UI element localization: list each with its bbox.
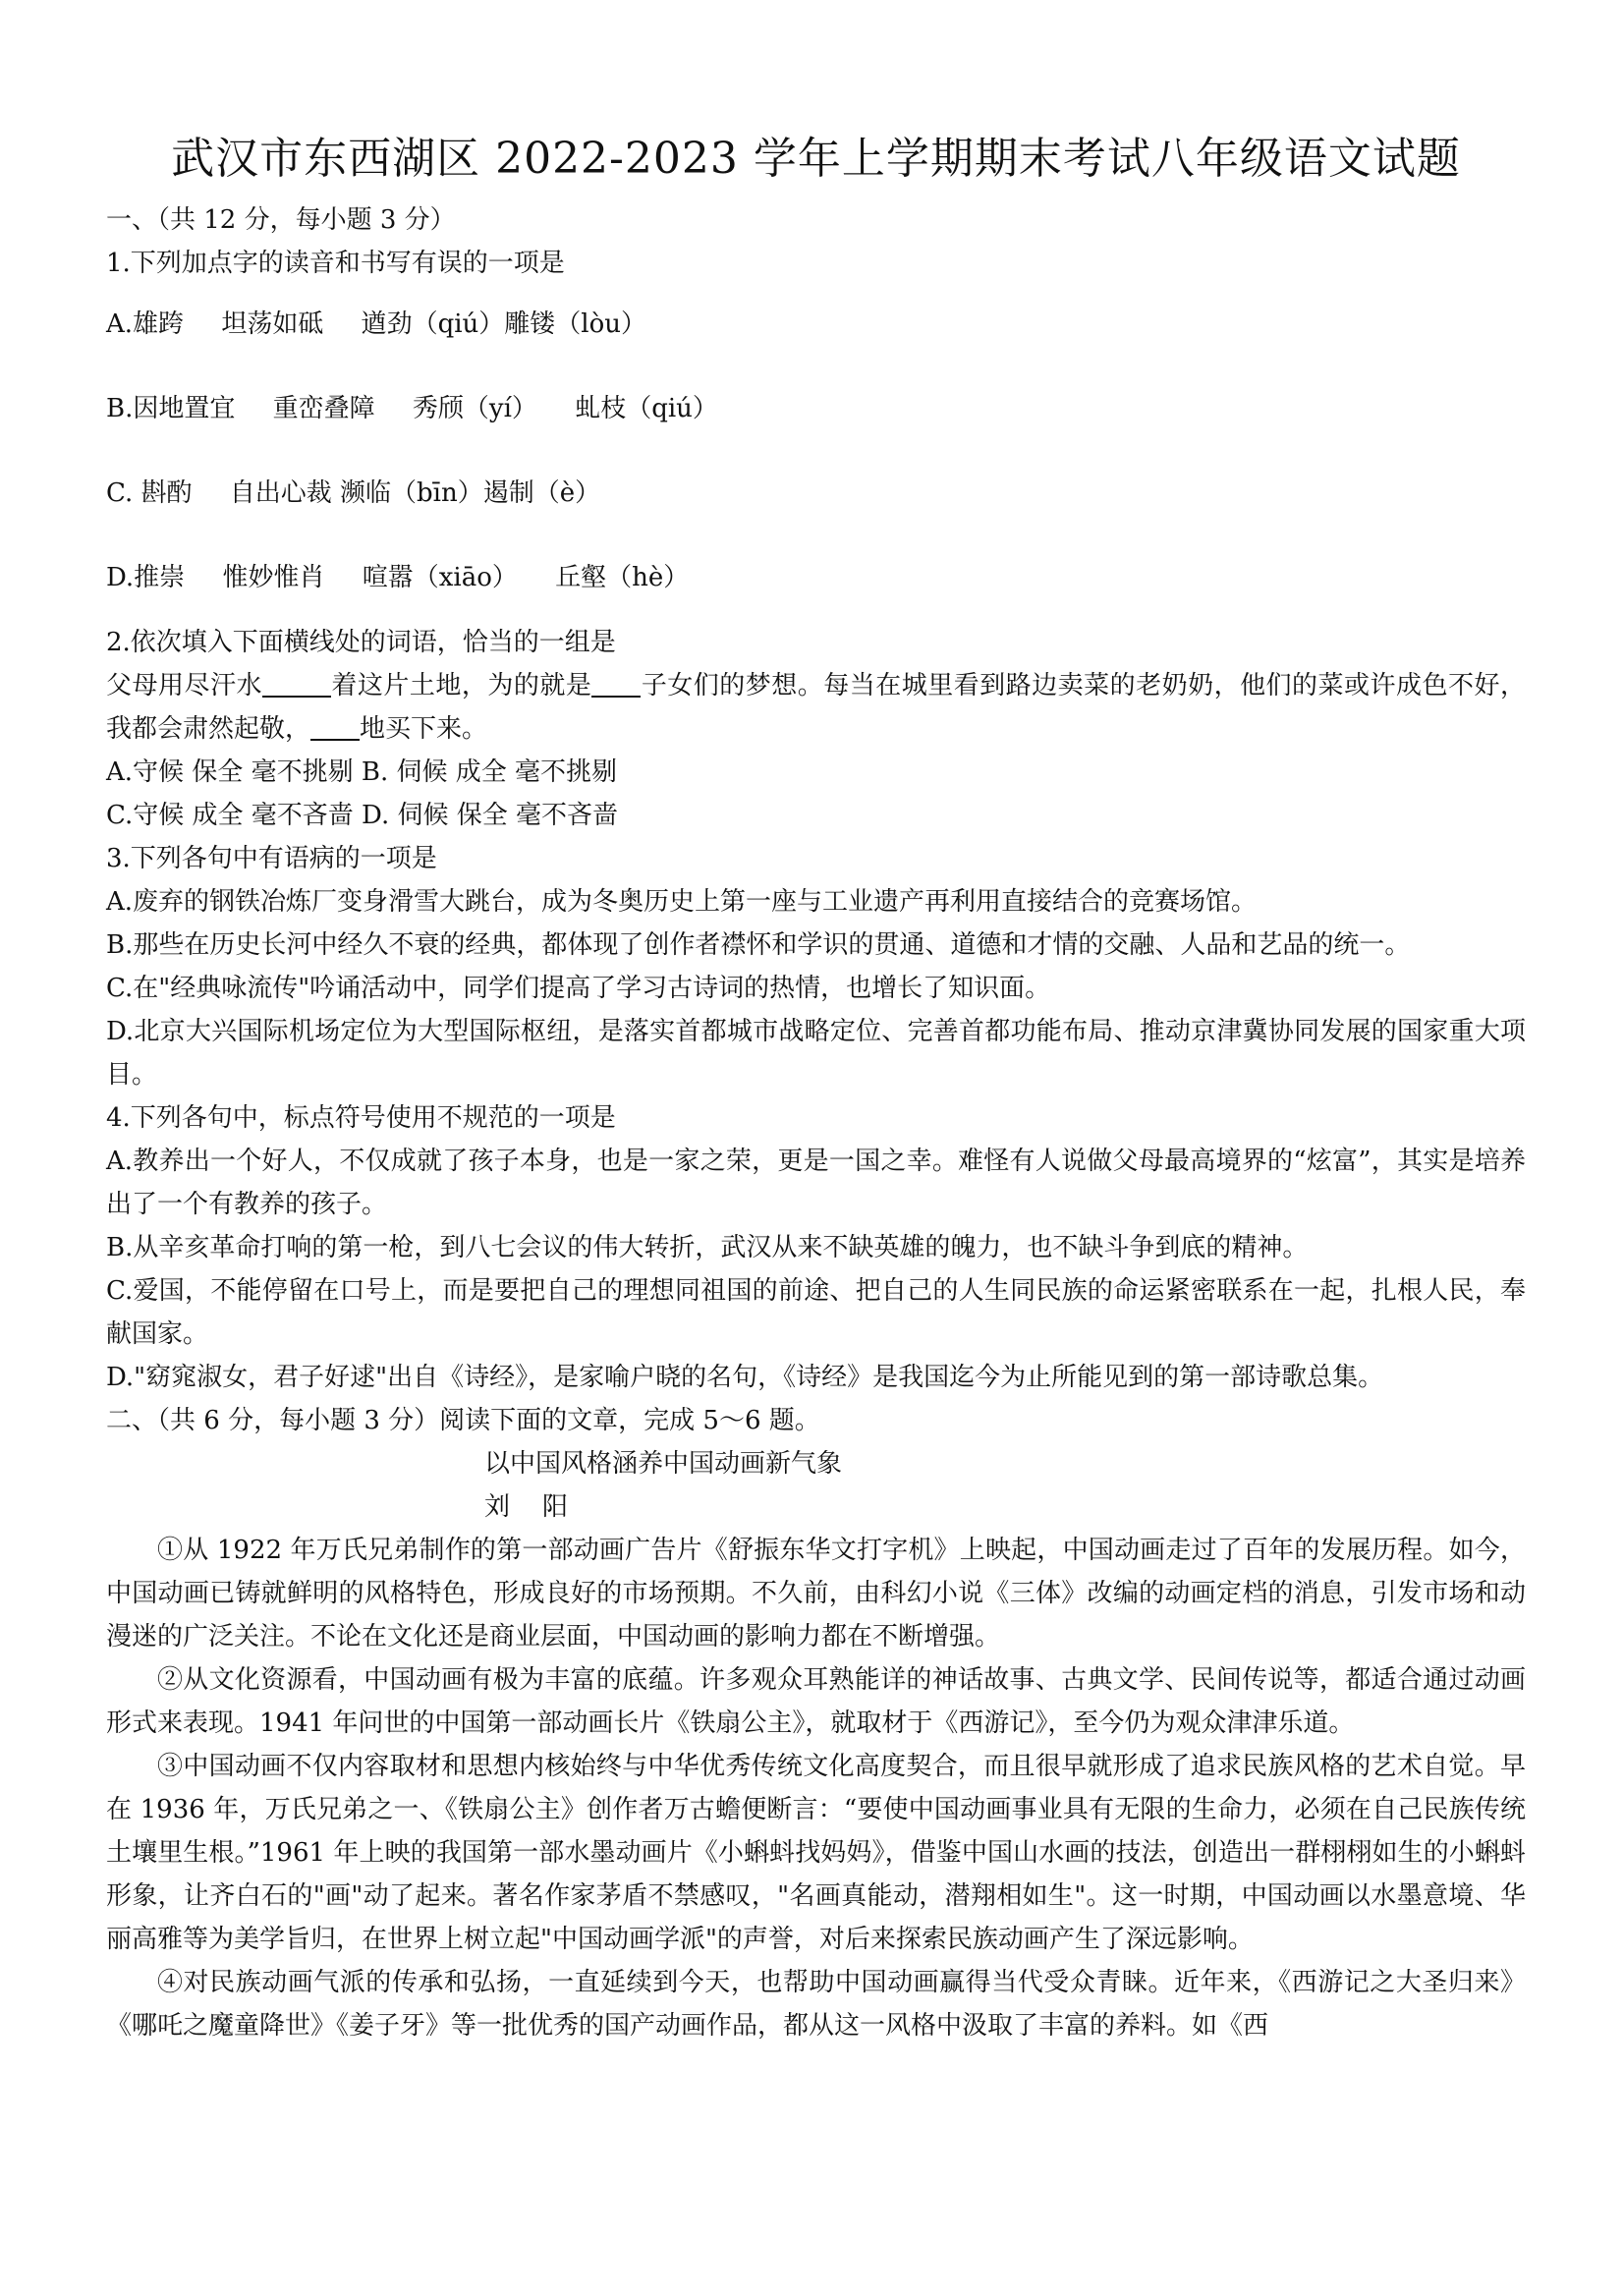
q1d-4: 丘壑（hè）: [555, 563, 690, 592]
q1c-1: C. 斟酌: [106, 478, 193, 508]
q2-blank-1: [262, 668, 331, 698]
q3-option-b: B.那些在历史长河中经久不衰的经典，都体现了创作者襟怀和学识的贯通、道德和才情的交融、人品和艺品的统一。: [106, 930, 1411, 960]
q1b-4: 虬枝（qiú）: [575, 394, 718, 423]
q1b-2: 重峦叠障: [272, 394, 375, 423]
article-paragraph-1: ①从 1922 年万氏兄弟制作的第一部动画广告片《舒振东华文打字机》上映起，中国动画走过了百年的发展历程。如今，中国动画已铸就鲜明的风格特色，形成良好的市场预期。不久前，由科幻小说《三体》改编的动画定档的消息，引发市场和动漫迷的广泛关注。不论在文化还是商业层面，中国动画的影响力都在不断增强。: [106, 1536, 1526, 1652]
q1d-3: 喧嚣（xiāo）: [362, 563, 518, 592]
q1-option-b: [106, 387, 1526, 430]
q1d-2: 惟妙惟肖: [222, 563, 325, 592]
q1b-3: 秀颀（yí）: [412, 394, 537, 423]
article-paragraph-4: ④对民族动画气派的传承和弘扬，一直延续到今天，也帮助中国动画赢得当代受众青睐。近年来，《西游记之大圣归来》《哪吒之魔童降世》《姜子牙》等一批优秀的国产动画作品，都从这一风格中汲取了丰富的养料。如《西: [106, 1968, 1526, 2041]
q2-passage-part3: 子女们的梦想。每当在城里看到路边卖菜的老奶奶，他们的菜或许成色不好，我都会肃然起敬，: [106, 671, 1526, 744]
page-title: 武汉市东西湖区 2022-2023 学年上学期期末考试八年级语文试题: [171, 134, 1461, 184]
section2-header: 二、（共 6 分，每小题 3 分）阅读下面的文章，完成 5～6 题。: [106, 1406, 820, 1435]
q2-option-cd: C.守候 成全 毫不吝啬 D. 伺候 保全 毫不吝啬: [106, 801, 619, 830]
q1c-2: 自出心裁 濒临（bīn）遏制（è）: [229, 478, 601, 508]
q2-stem: 2.依次填入下面横线处的词语，恰当的一组是: [106, 628, 616, 657]
q2-blank-2: [591, 668, 641, 698]
q4-option-d: D."窈窕淑女，君子好逑"出自《诗经》，是家喻户晓的名句，《诗经》是我国迄今为止所能见到的第一部诗歌总集。: [106, 1363, 1384, 1392]
q1-option-a: [106, 303, 1526, 346]
q4-option-b: B.从辛亥革命打响的第一枪，到八七会议的伟大转折，武汉从来不缺英雄的魄力，也不缺斗争到底的精神。: [106, 1233, 1309, 1262]
q4-stem: 4.下列各句中，标点符号使用不规范的一项是: [106, 1103, 616, 1133]
article-paragraph-2: ②从文化资源看，中国动画有极为丰富的底蕴。许多观众耳熟能详的神话故事、古典文学、民间传说等，都适合通过动画形式来表现。1941 年问世的中国第一部动画长片《铁扇公主》，就取材于《西游记》，至今仍为观众津津乐道。: [106, 1665, 1526, 1738]
q4-option-a: A.教养出一个好人，不仅成就了孩子本身，也是一家之荣，更是一国之幸。难怪有人说做父母最高境界的“炫富”，其实是培养出了一个有教养的孩子。: [106, 1147, 1526, 1219]
q2-passage-part4: 地买下来。: [360, 714, 488, 744]
q1b-1: B.因地置宜: [106, 394, 236, 423]
q4-option-c: C.爱国，不能停留在口号上，而是要把自己的理想同祖国的前途、把自己的人生同民族的命运紧密联系在一起，扎根人民，奉献国家。: [106, 1276, 1526, 1349]
q2-blank-3: [310, 711, 360, 741]
q1a-1: A.雄跨: [106, 309, 185, 339]
q2-option-ab: A.守候 保全 毫不挑剔 B. 伺候 成全 毫不挑剔: [106, 757, 618, 787]
q3-option-d: D.北京大兴国际机场定位为大型国际枢纽，是落实首都城市战略定位、完善首都功能布局、推动京津冀协同发展的国家重大项目。: [106, 1017, 1526, 1090]
q2-passage-part1: 父母用尽汗水: [106, 671, 262, 700]
q1a-3: 遒劲（qiú）雕镂（lòu）: [361, 309, 647, 339]
q1-option-d: [106, 556, 1526, 599]
article-title: 以中国风格涵养中国动画新气象: [484, 1449, 843, 1479]
q2-passage: [106, 664, 1526, 751]
page-content: [106, 130, 1526, 2047]
article-paragraph-3: ③中国动画不仅内容取材和思想内核始终与中华优秀传统文化高度契合，而且很早就形成了追求民族风格的艺术自觉。早在 1936 年，万氏兄弟之一、《铁扇公主》创作者万古蟾便断言：“要使中国动画事业具有无限的生命力，必须在自己民族传统土壤里生根。”1961 年上映的我国第一部水墨动画片《小蝌蚪找妈妈》，借鉴中国山水画的技法，创造出一群栩栩如生的小蝌蚪形象，让齐白石的"画"动了起来。著名作家茅盾不禁感叹，"名画真能动，潜翔相如生"。这一时期，中国动画以水墨意境、华丽高雅等为美学旨归，在世界上树立起"中国动画学派"的声誉，对后来探索民族动画产生了深远影响。: [106, 1752, 1526, 1954]
q3-option-a: A.废弃的钢铁冶炼厂变身滑雪大跳台，成为冬奥历史上第一座与工业遗产再利用直接结合的竞赛场馆。: [106, 887, 1258, 917]
section1-header: 一、（共 12 分，每小题 3 分）: [106, 205, 456, 235]
q3-stem: 3.下列各句中有语病的一项是: [106, 844, 437, 873]
article-author: 刘 阳: [484, 1492, 569, 1522]
q3-option-c: C.在"经典咏流传"吟诵活动中，同学们提高了学习古诗词的热情，也增长了知识面。: [106, 974, 1051, 1003]
q1-stem: 1.下列加点字的读音和书写有误的一项是: [106, 249, 565, 278]
q1-option-c: [106, 472, 1526, 515]
q1d-1: D.推崇: [106, 563, 186, 592]
q1a-2: 坦荡如砥: [221, 309, 324, 339]
q2-passage-part2: 着这片土地，为的就是: [330, 671, 592, 700]
